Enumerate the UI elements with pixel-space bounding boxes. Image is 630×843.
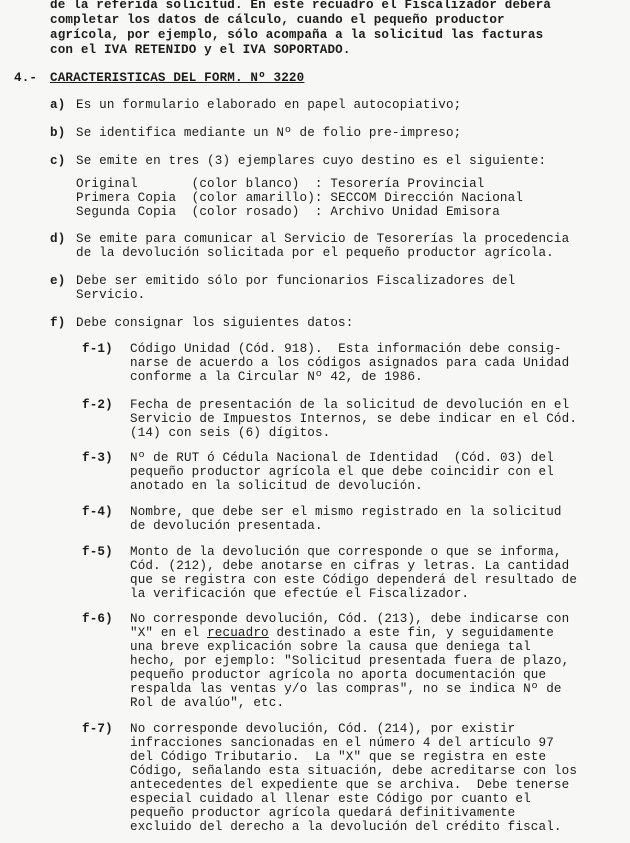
item-label-f: f): [50, 316, 66, 330]
subitem-f7-line: Código, señalando esta situación, debe acreditarse con los: [130, 764, 578, 778]
subitem-f6-line: Rol de avalúo", etc.: [130, 696, 285, 710]
subitem-f2-line: Fecha de presentación de la solicitud de devolución en el: [130, 398, 570, 412]
subitem-label-f1: f-1): [82, 342, 113, 356]
subitem-label-f4: f-4): [82, 505, 113, 519]
subitem-label-f5: f-5): [82, 545, 113, 559]
subitem-f4-line: de devolución presentada.: [130, 519, 323, 533]
copy-row: Segunda Copia (color rosado) : Archivo Unidad Emisora: [76, 205, 500, 219]
subitem-f6-line: [130, 626, 554, 640]
item-d-line: de la devolución solicitada por el pequeño productor agrícola.: [76, 246, 554, 260]
section-number: 4.-: [14, 71, 38, 85]
subitem-f1-line: conforme a la Circular Nº 42, de 1986.: [130, 370, 423, 384]
subitem-f5-line: Monto de la devolución que corresponde o que se informa,: [130, 545, 562, 559]
item-e-line: Debe ser emitido sólo por funcionarios Fiscalizadores del: [76, 274, 516, 288]
subitem-f5-line: la verificación que efectúe el Fiscalizador.: [130, 587, 470, 601]
subitem-f3-line: Nº de RUT ó Cédula Nacional de Identidad (Cód. 03) del: [130, 451, 554, 465]
subitem-f6-line: una breve explicación sobre la causa que deniega tal: [130, 640, 531, 654]
subitem-f3-line: pequeño productor agrícola el que debe coincidir con el: [130, 465, 554, 479]
copy-row: Primera Copia (color amarillo): SECCOM Dirección Nacional: [76, 191, 524, 205]
section-title: CARACTERISTICAS DEL FORM. Nº 3220: [50, 71, 305, 85]
subitem-f1-line: narse de acuerdo a los códigos asignados para cada Unidad: [130, 356, 570, 370]
item-e-line: Servicio.: [76, 288, 146, 302]
item-label-e: e): [50, 274, 66, 288]
f6-line2-start: "X" en el: [130, 626, 208, 640]
item-label-a: a): [50, 98, 66, 112]
subitem-label-f6: f-6): [82, 612, 113, 626]
subitem-f3-line: anotado en la solicitud de devolución.: [130, 479, 423, 493]
intro-line: completar los datos de cálculo, cuando el pequeño productor: [50, 13, 505, 27]
item-label-b: b): [50, 126, 66, 140]
subitem-f5-line: que se registra con este Código dependerá del resultado de: [130, 573, 578, 587]
subitem-f6-line: respalda las ventas y/o las compras", no se indica Nº de: [130, 682, 562, 696]
subitem-f2-line: Servicio de Impuestos Internos, se debe indicar en el Cód.: [130, 412, 578, 426]
subitem-f4-line: Nombre, que debe ser el mismo registrado en la solicitud: [130, 505, 562, 519]
intro-line: con el IVA RETENIDO y el IVA SOPORTADO.: [50, 43, 351, 57]
item-c-text: Se emite en tres (3) ejemplares cuyo destino es el siguiente:: [76, 154, 547, 168]
intro-line: de la referida solicitud. En este recuadro el Fiscalizador deberá: [50, 0, 551, 12]
copy-row: Original (color blanco) : Tesorería Provincial: [76, 177, 485, 191]
subitem-f7-line: excluido del derecho a la devolución del crédito fiscal.: [130, 820, 562, 834]
subitem-label-f2: f-2): [82, 398, 113, 412]
subitem-label-f7: f-7): [82, 722, 113, 736]
subitem-f6-line: No corresponde devolución, Cód. (213), debe indicarse con: [130, 612, 570, 626]
f6-underlined-word: recuadro: [207, 626, 269, 640]
intro-line: agrícola, por ejemplo, sólo acompaña a la solicitud las facturas: [50, 28, 544, 42]
subitem-f1-line: Código Unidad (Cód. 918). Esta información debe consig-: [130, 342, 562, 356]
item-label-c: c): [50, 154, 66, 168]
subitem-f5-line: Cód. (212), debe anotarse en cifras y letras. La cantidad: [130, 559, 570, 573]
item-b-text: Se identifica mediante un Nº de folio pre-impreso;: [76, 126, 462, 140]
subitem-f7-line: especial cuidado al llenar este Código por cuanto el: [130, 792, 531, 806]
subitem-label-f3: f-3): [82, 451, 113, 465]
subitem-f2-line: (14) con seis (6) dígitos.: [130, 426, 331, 440]
item-a-text: Es un formulario elaborado en papel autocopiativo;: [76, 98, 462, 112]
item-f-text: Debe consignar los siguientes datos:: [76, 316, 354, 330]
subitem-f7-line: No corresponde devolución, Cód. (214), por existir: [130, 722, 516, 736]
f6-line2-end: destinado a este fin, y seguidamente: [268, 626, 554, 640]
subitem-f7-line: pequeño productor agrícola quedará definitivamente: [130, 806, 516, 820]
subitem-f7-line: del Código Tributario. La "X" que se registra en este: [130, 750, 547, 764]
item-d-line: Se emite para comunicar al Servicio de Tesorerías la procedencia: [76, 232, 570, 246]
subitem-f6-line: pequeño productor agrícola no aporta documentación que: [130, 668, 547, 682]
item-label-d: d): [50, 232, 66, 246]
subitem-f6-line: hecho, por ejemplo: "Solicitud presentada fuera de plazo,: [130, 654, 570, 668]
subitem-f7-line: infracciones sancionadas en el número 4 del artículo 97: [130, 736, 554, 750]
subitem-f7-line: antecedentes del expediente que se archiva. Debe tenerse: [130, 778, 570, 792]
